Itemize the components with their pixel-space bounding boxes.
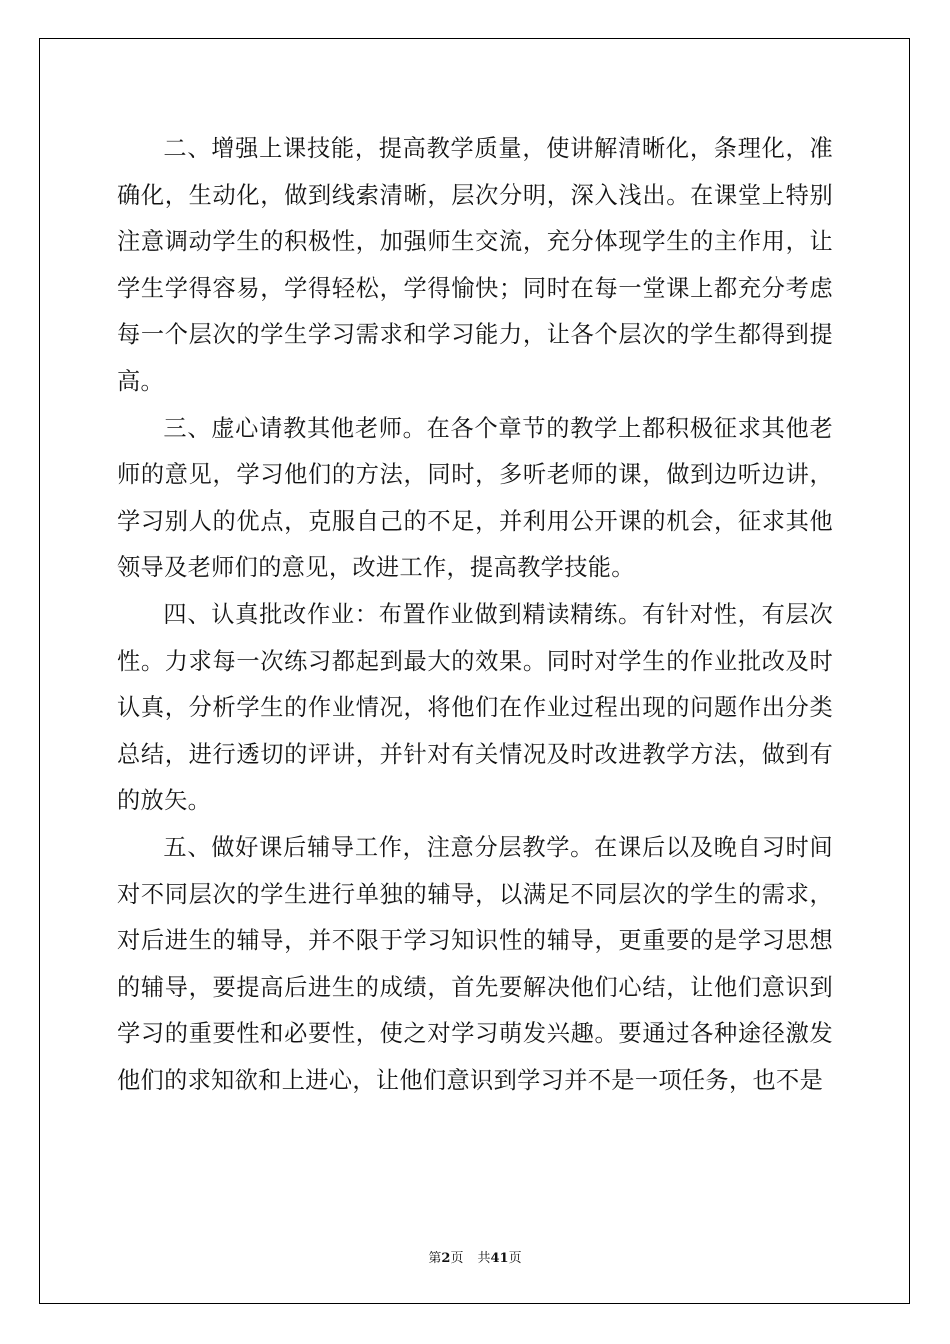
page-footer <box>0 1247 950 1266</box>
paragraph-4: 四、认真批改作业：布置作业做到精读精练。有针对性，有层次性。力求每一次练习都起到最大的效果。同时对学生的作业批改及时认真，分析学生的作业情况，将他们在作业过程出现的问题作出分类总结，进行透切的评讲，并针对有关情况及时改进教学方法，做到有的放矢。 <box>117 600 833 815</box>
page-suffix: 页 <box>450 1251 464 1266</box>
total-suffix: 页 <box>508 1251 522 1266</box>
current-page-number: 2 <box>441 1251 451 1266</box>
total-page-number: 41 <box>490 1251 509 1266</box>
paragraph-3: 三、虚心请教其他老师。在各个章节的教学上都积极征求其他老师的意见，学习他们的方法，同时，多听老师的课，做到边听边讲，学习别人的优点，克服自己的不足，并利用公开课的机会，征求其他领导及老师们的意见，改进工作，提高教学技能。 <box>117 414 833 582</box>
page-prefix: 第 <box>428 1251 442 1266</box>
total-prefix: 共 <box>477 1251 491 1266</box>
paragraph-2: 二、增强上课技能，提高教学质量，使讲解清晰化，条理化，准确化，生动化，做到线索清晰，层次分明，深入浅出。在课堂上特别注意调动学生的积极性，加强师生交流，充分体现学生的主作用，让学生学得容易，学得轻松，学得愉快；同时在每一堂课上都充分考虑每一个层次的学生学习需求和学习能力，让各个层次的学生都得到提高。 <box>117 135 833 395</box>
document-body <box>117 126 833 1104</box>
paragraph-5: 五、做好课后辅导工作，注意分层教学。在课后以及晚自习时间对不同层次的学生进行单独的辅导，以满足不同层次的学生的需求，对后进生的辅导，并不限于学习知识性的辅导，更重要的是学习思想的辅导，要提高后进生的成绩，首先要解决他们心结，让他们意识到学习的重要性和必要性，使之对学习萌发兴趣。要通过各种途径激发他们的求知欲和上进心，让他们意识到学习并不是一项任务，也不是 <box>117 833 833 1094</box>
